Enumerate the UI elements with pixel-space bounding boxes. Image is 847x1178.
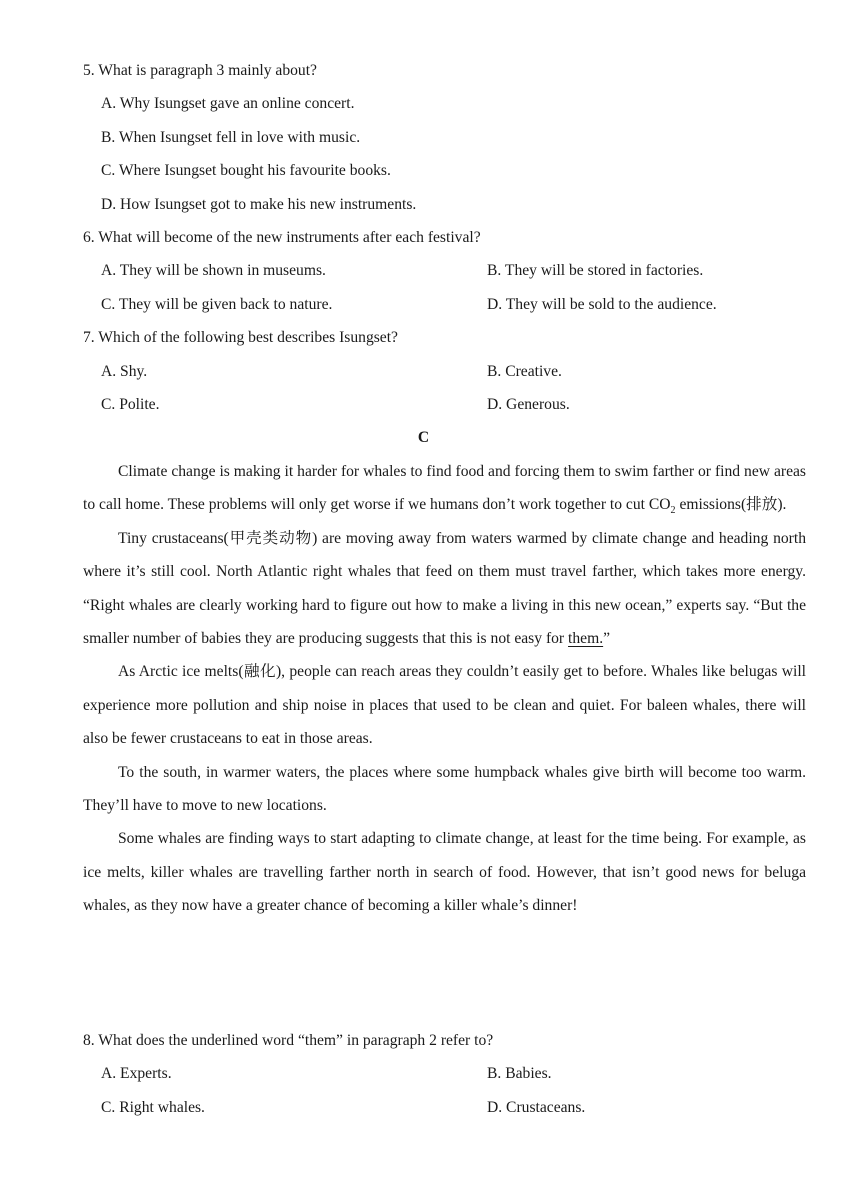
question-7-option-a: A. Shy. (101, 363, 148, 380)
question-6-option-d: D. They will be sold to the audience. (487, 296, 717, 313)
passage-paragraph-5: Some whales are finding ways to start adapting to climate change, at least for the time being. For example, as ice melts, killer whales are travelling farther north in search of food. However, that isn’t good news for beluga whales, as they now have a greater chance of becoming a killer whale’s dinner! (83, 830, 806, 915)
co2-subscript: 2 (670, 505, 676, 517)
question-8-stem: 8. What does the underlined word “them” in paragraph 2 refer to? (83, 1032, 494, 1049)
question-5-option-c: C. Where Isungset bought his favourite books. (101, 162, 391, 179)
passage-paragraph-3: As Arctic ice melts(融化), people can reach areas they couldn’t easily get to before. Whales like belugas will experience more pollution and ship noise in places that used to be clean and quiet. For baleen whales, there will also be fewer crustaceans to eat in those areas. (83, 663, 806, 748)
question-7-option-b: B. Creative. (487, 363, 562, 380)
question-5-option-a: A. Why Isungset gave an online concert. (101, 95, 355, 112)
passage-paragraph-4: To the south, in warmer waters, the places where some humpback whales give birth will become too warm. They’ll have to move to new locations. (83, 763, 806, 815)
question-8-option-b: B. Babies. (487, 1065, 552, 1082)
question-6-option-a: A. They will be shown in museums. (101, 262, 326, 279)
question-7-stem: 7. Which of the following best describes Isungset? (83, 329, 398, 346)
question-6-option-c: C. They will be given back to nature. (101, 296, 333, 313)
passage-paragraph-1 (83, 455, 806, 522)
question-7-option-d: D. Generous. (487, 396, 570, 413)
question-8-option-d: D. Crustaceans. (487, 1099, 586, 1116)
question-7-option-c: C. Polite. (101, 396, 160, 413)
question-5-option-b: B. When Isungset fell in love with music. (101, 129, 361, 146)
question-8-option-a: A. Experts. (101, 1065, 172, 1082)
question-8-option-c: C. Right whales. (101, 1099, 205, 1116)
section-heading: C (417, 429, 430, 446)
underlined-word-them: them. (568, 630, 604, 648)
passage-p2-text-end: ” (603, 630, 611, 648)
question-5-option-d: D. How Isungset got to make his new instruments. (101, 196, 417, 213)
passage-p2-text: Tiny crustaceans(甲壳类动物) are moving away from waters warmed by climate change and heading north where it’s still cool. North Atlantic right whales that feed on them must travel farther, which takes more energy. “Right whales are clearly working hard to figure out how to make a living in this new ocean,” experts say. “But the smaller number of babies they are producing suggests that this is not easy for (83, 529, 806, 648)
reading-passage (83, 455, 806, 923)
question-6-stem: 6. What will become of the new instruments after each festival? (83, 229, 481, 246)
passage-paragraph-2 (83, 522, 806, 656)
passage-p1-text-end: emissions(排放). (675, 496, 787, 514)
passage-p1-text: Climate change is making it harder for whales to find food and forcing them to swim farther or find new areas to call home. These problems will only get worse if we humans don’t work together to cut CO (83, 463, 806, 514)
question-5-stem: 5. What is paragraph 3 mainly about? (83, 62, 317, 79)
question-6-option-b: B. They will be stored in factories. (487, 262, 704, 279)
